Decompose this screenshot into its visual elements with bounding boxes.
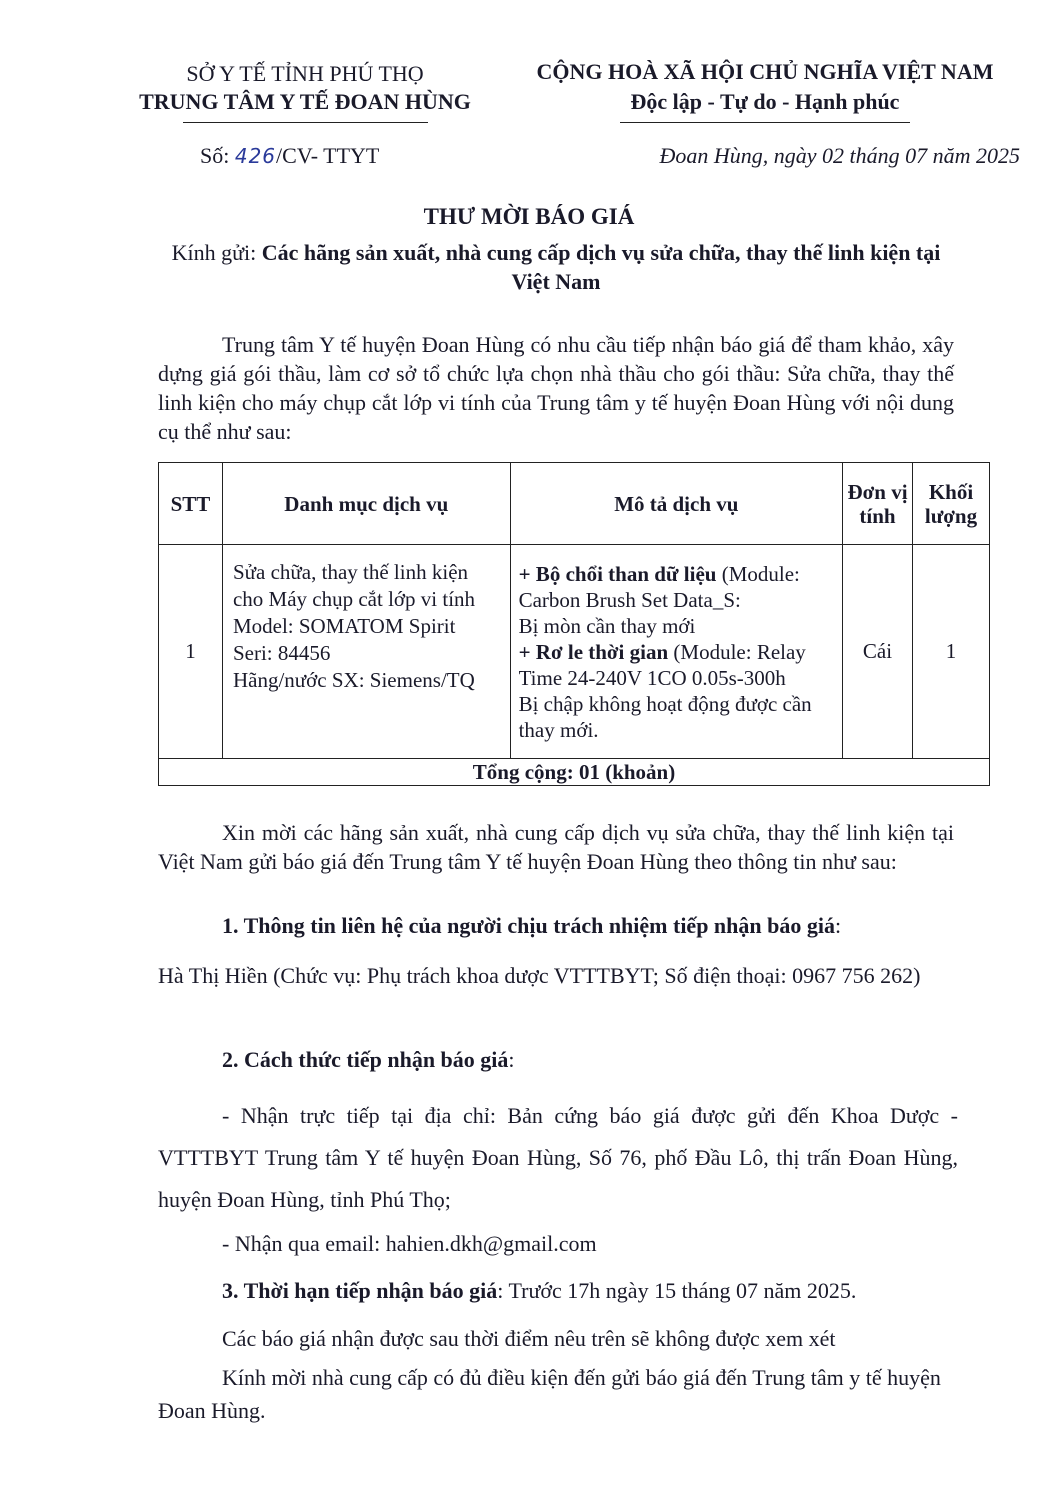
doc-number-handwritten: 426 <box>234 144 277 168</box>
service-line: Sửa chữa, thay thế linh kiện cho Máy chụp cắt lớp vi tính <box>232 560 476 611</box>
section-2-title: 2. Cách thức tiếp nhận báo giá <box>222 1047 509 1072</box>
header-stt: STT <box>159 463 223 545</box>
invite-paragraph: Xin mời các hãng sản xuất, nhà cung cấp dịch vụ sửa chữa, thay thế linh kiện tại Việt Nam gửi báo giá đến Trung tâm Y tế huyện Đoan Hùng theo thông tin như sau: <box>158 820 954 874</box>
section-2-colon: : <box>508 1047 515 1072</box>
row-description <box>510 545 842 759</box>
header-description: Mô tả dịch vụ <box>510 463 842 545</box>
row-service <box>222 545 510 759</box>
desc-item-1-module: (Module: Carbon Brush Set Data_S: <box>518 561 800 612</box>
desc-item-1-title: + Bộ chổi than dữ liệu <box>518 561 717 586</box>
place-date: Đoan Hùng, ngày 02 tháng 07 năm 2025 <box>659 143 1020 168</box>
desc-item-1 <box>519 561 834 613</box>
section-1-body: Hà Thị Hiền (Chức vụ: Phụ trách khoa dược VTTTBYT; Số điện thoại: 0967 756 262) <box>158 963 921 988</box>
motto-underline <box>620 122 910 123</box>
header-service: Danh mục dịch vụ <box>222 463 510 545</box>
header-quantity: Khối lượng <box>912 463 989 545</box>
late-note: Các báo giá nhận được sau thời điểm nêu trên sẽ không được xem xét <box>222 1326 836 1351</box>
national-title: CỘNG HOÀ XÃ HỘI CHỦ NGHĨA VIỆT NAM <box>536 59 994 84</box>
issuer-department: SỞ Y TẾ TỈNH PHÚ THỌ <box>186 61 424 86</box>
section-3-title: 3. Thời hạn tiếp nhận báo giá <box>222 1278 498 1303</box>
national-motto: Độc lập - Tự do - Hạnh phúc <box>630 89 900 114</box>
section-2-heading <box>158 1045 958 1074</box>
service-line: Hãng/nước SX: Siemens/TQ <box>232 668 475 692</box>
table-total: Tổng cộng: 01 (khoản) <box>159 759 990 786</box>
desc-item-2-title: + Rơ le thời gian <box>518 639 669 664</box>
document-number <box>200 143 379 169</box>
document-title: THƯ MỜI BÁO GIÁ <box>423 204 635 229</box>
desc-item-2-note: Bị chập không hoạt động được cần thay mới. <box>518 691 812 742</box>
desc-item-1-note: Bị mòn cần thay mới <box>518 613 696 638</box>
desc-item-2 <box>519 639 834 691</box>
header-unit: Đơn vị tính <box>843 463 913 545</box>
section-3 <box>158 1276 958 1305</box>
table-total-row <box>159 759 990 786</box>
doc-number-suffix: /CV- TTYT <box>276 143 380 168</box>
issuer-name: TRUNG TÂM Y TẾ ĐOAN HÙNG <box>139 89 471 114</box>
service-line: Model: SOMATOM Spirit <box>232 614 456 638</box>
recipient <box>150 238 962 296</box>
table-header-row <box>159 463 990 545</box>
section-1-colon: : <box>834 913 842 938</box>
service-line: Seri: 84456 <box>232 641 331 665</box>
service-table <box>158 462 990 786</box>
section-2-email: - Nhận qua email: hahien.dkh@gmail.com <box>222 1231 597 1256</box>
closing-paragraph: Kính mời nhà cung cấp có đủ điều kiện đến gửi báo giá đến Trung tâm y tế huyện Đoan Hùng. <box>158 1365 941 1423</box>
table-row <box>159 545 990 759</box>
section-1-heading <box>158 911 958 940</box>
section-2-direct: - Nhận trực tiếp tại địa chỉ: Bản cứng báo giá được gửi đến Khoa Dược - VTTTBYT Trung tâm Y tế huyện Đoan Hùng, Số 76, phố Đầu Lô, thị trấn Đoan Hùng, huyện Đoan Hùng, tỉnh Phú Thọ; <box>158 1103 958 1212</box>
issuer-header <box>105 60 505 123</box>
row-quantity: 1 <box>912 545 989 759</box>
national-header <box>505 57 1025 123</box>
recipient-value: Các hãng sản xuất, nhà cung cấp dịch vụ sửa chữa, thay thế linh kiện tại Việt Nam <box>261 240 941 294</box>
row-unit: Cái <box>843 545 913 759</box>
issuer-underline <box>183 122 428 123</box>
section-1-title: 1. Thông tin liên hệ của người chịu trách nhiệm tiếp nhận báo giá <box>222 913 835 938</box>
row-stt: 1 <box>159 545 223 759</box>
section-3-body: : Trước 17h ngày 15 tháng 07 năm 2025. <box>497 1278 857 1303</box>
doc-number-prefix: Số: <box>200 143 235 168</box>
intro-paragraph: Trung tâm Y tế huyện Đoan Hùng có nhu cầu tiếp nhận báo giá để tham khảo, xây dựng giá gói thầu, làm cơ sở tổ chức lựa chọn nhà thầu cho gói thầu: Sửa chữa, thay thế linh kiện cho máy chụp cắt lớp vi tính của Trung tâm y tế huyện Đoan Hùng với nội dung cụ thể như sau: <box>158 332 954 444</box>
desc-item-2-module: (Module: Relay Time 24-240V 1CO 0.05s-300h <box>518 639 806 690</box>
recipient-label: Kính gửi: <box>171 240 262 265</box>
